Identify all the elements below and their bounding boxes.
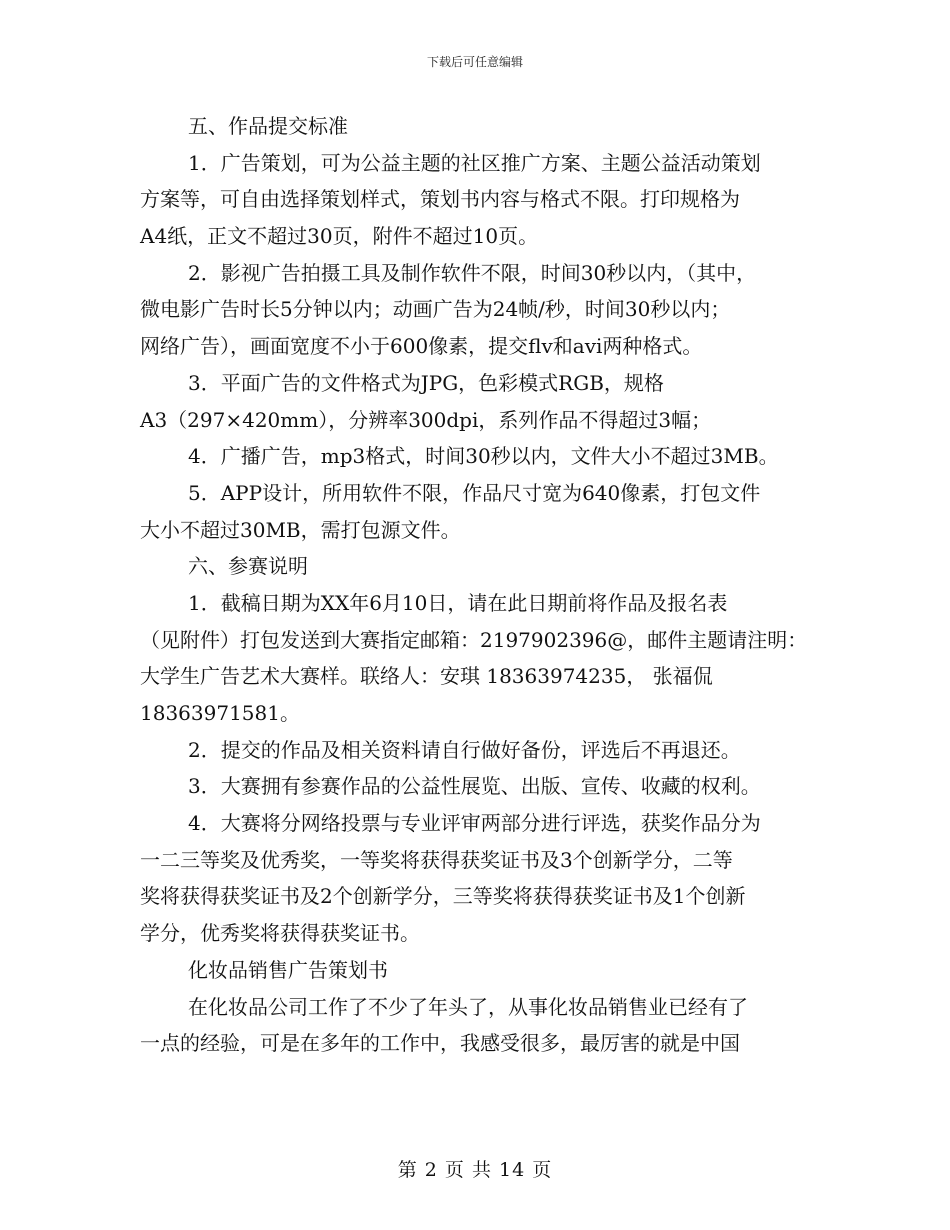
text-line: 网络广告），画面宽度不小于600像素，提交flv和avi两种格式。 [140,334,703,359]
text-line: 六、参赛说明 [188,554,308,579]
text-line: 3．大赛拥有参赛作品的公益性展览、出版、宣传、收藏的权利。 [188,774,761,799]
text-line: 18363971581。 [140,701,300,725]
text-line: 一二三等奖及优秀奖，一等奖将获得获奖证书及3个创新学分，二等 [140,847,733,872]
text-line: 在化妆品公司工作了不少了年头了，从事化妆品销售业已经有了 [188,994,748,1019]
text-line: 1．截稿日期为XX年6月10日，请在此日期前将作品及报名表 [188,590,728,615]
text-line: 1．广告策划，可为公益主题的社区推广方案、主题公益活动策划 [188,150,761,175]
text-line: 五、作品提交标准 [188,114,348,138]
text-line: A3（297×420mm），分辨率300dpi，系列作品不得超过3幅； [140,407,712,432]
text-line: A4纸，正文不超过30页，附件不超过10页。 [140,224,539,249]
text-line: 5．APP设计，所用软件不限，作品尺寸宽为640像素，打包文件 [188,480,761,505]
text-line: 大小不超过30MB，需打包源文件。 [140,517,461,542]
text-line: 2．提交的作品及相关资料请自行做好备份，评选后不再退还。 [188,737,741,762]
text-line: （见附件）打包发送到大赛指定邮箱：2197902396@，邮件主题请注明： [140,627,808,652]
text-line: 化妆品销售广告策划书 [188,957,388,982]
page-number-footer: 第 2 页 共 14 页 [397,1159,553,1181]
text-line: 方案等，可自由选择策划样式，策划书内容与格式不限。打印规格为 [140,187,740,212]
text-line: 学分，优秀奖将获得获奖证书。 [140,921,420,946]
text-line: 4．广播广告，mp3格式，时间30秒以内，文件大小不超过3MB。 [188,444,779,469]
text-line: 一点的经验，可是在多年的工作中，我感受很多，最厉害的就是中国 [140,1031,740,1056]
document-body [140,108,820,1062]
text-line: 3．平面广告的文件格式为JPG，色彩模式RGB，规格 [188,370,664,395]
text-line: 大学生广告艺术大赛样。联络人：安琪 18363974235， 张福侃 [140,664,713,689]
text-line: 微电影广告时长5分钟以内；动画广告为24帧/秒，时间30秒以内； [140,297,731,322]
text-line: 奖将获得获奖证书及2个创新学分，三等奖将获得获奖证书及1个创新 [140,884,746,909]
text-line: 2．影视广告拍摄工具及制作软件不限，时间30秒以内，（其中， [188,260,757,285]
page-header-note: 下载后可任意编辑 [426,55,523,69]
text-line: 4．大赛将分网络投票与专业评审两部分进行评选，获奖作品分为 [188,811,761,836]
